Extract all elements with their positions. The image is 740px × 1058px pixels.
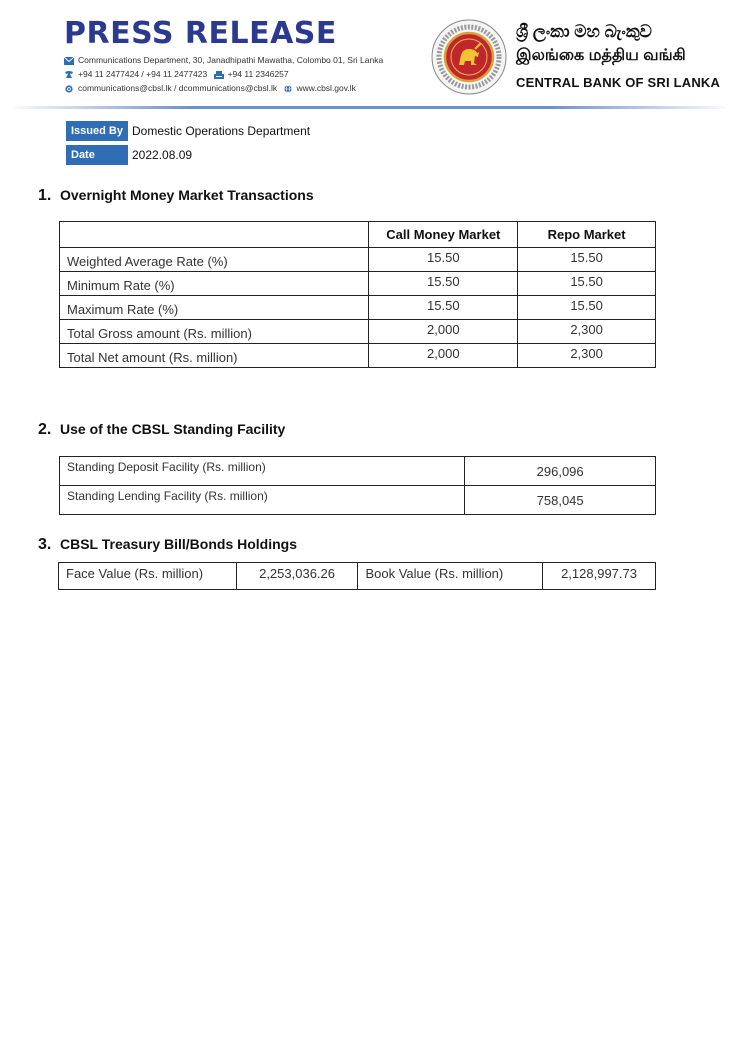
email-icon <box>64 85 74 93</box>
column-header-call-money: Call Money Market <box>369 222 518 248</box>
face-value: 2,253,036.26 <box>236 563 358 590</box>
section-2-title: Use of the CBSL Standing Facility <box>60 421 286 437</box>
book-value-label: Book Value (Rs. million) <box>358 563 543 590</box>
table-row <box>60 457 656 486</box>
money-market-table <box>59 221 656 368</box>
column-header <box>60 222 369 248</box>
section-1-title: Overnight Money Market Transactions <box>60 187 314 203</box>
cbsl-seal-logo <box>431 19 507 95</box>
row-label: Total Gross amount (Rs. million) <box>60 320 369 344</box>
issued-by-label: Issued By <box>66 121 128 141</box>
table-header-row <box>60 222 656 248</box>
press-release-header <box>0 0 740 112</box>
row-label: Weighted Average Rate (%) <box>60 248 369 272</box>
bank-name-english: CENTRAL BANK OF SRI LANKA <box>516 75 721 90</box>
issued-by-row <box>66 121 310 143</box>
email-addresses[interactable]: communications@cbsl.lk / dcommunications@cbsl.lk <box>78 83 278 93</box>
table-row <box>60 296 656 320</box>
date-label: Date <box>66 145 128 165</box>
header-divider <box>14 106 726 109</box>
row-label: Total Net amount (Rs. million) <box>60 344 369 368</box>
facility-value: 296,096 <box>465 457 656 486</box>
section-2-number: 2. <box>38 421 52 438</box>
bank-names <box>516 20 720 94</box>
section-3-heading <box>38 536 297 554</box>
section-1-heading <box>38 187 314 205</box>
issued-by-value: Domestic Operations Department <box>132 124 311 138</box>
address-line <box>64 54 383 66</box>
website-link[interactable]: www.cbsl.gov.lk <box>296 83 356 93</box>
repo-value: 15.50 <box>518 248 656 272</box>
bank-name-tamil: இலங்கை மத்திய வங்கி <box>516 47 686 64</box>
book-value: 2,128,997.73 <box>543 563 656 590</box>
section-3-title: CBSL Treasury Bill/Bonds Holdings <box>60 536 298 552</box>
repo-value: 15.50 <box>518 296 656 320</box>
table-row <box>60 272 656 296</box>
repo-value: 15.50 <box>518 272 656 296</box>
section-3-number: 3. <box>38 536 52 553</box>
repo-value: 2,300 <box>518 344 656 368</box>
row-label: Standing Deposit Facility (Rs. million) <box>60 457 465 486</box>
repo-value: 2,300 <box>518 320 656 344</box>
table-row <box>60 486 656 515</box>
phone-line <box>64 68 289 80</box>
fax-number: +94 11 2346257 <box>227 69 289 79</box>
phone-icon <box>64 71 74 79</box>
row-label: Minimum Rate (%) <box>60 272 369 296</box>
press-release-title: PRESS RELEASE <box>64 16 337 51</box>
face-value-label: Face Value (Rs. million) <box>59 563 237 590</box>
treasury-holdings-table <box>58 562 656 590</box>
table-row <box>60 320 656 344</box>
envelope-icon <box>64 57 74 65</box>
row-label: Maximum Rate (%) <box>60 296 369 320</box>
address-text: Communications Department, 30, Janadhipathi Mawatha, Colombo 01, Sri Lanka <box>78 55 384 65</box>
section-2-heading <box>38 421 285 439</box>
call-money-value: 15.50 <box>369 272 518 296</box>
globe-icon <box>283 85 293 93</box>
row-label: Standing Lending Facility (Rs. million) <box>60 486 465 515</box>
date-row <box>66 145 310 167</box>
table-row <box>59 563 656 590</box>
standing-facility-table <box>59 456 656 515</box>
column-header-repo: Repo Market <box>518 222 656 248</box>
bank-name-sinhala: ශ්‍රී ලංකා මහ බැංකුව <box>516 22 652 41</box>
call-money-value: 15.50 <box>369 296 518 320</box>
date-value: 2022.08.09 <box>132 148 193 162</box>
facility-value: 758,045 <box>465 486 656 515</box>
table-row <box>60 248 656 272</box>
call-money-value: 2,000 <box>369 320 518 344</box>
email-line <box>64 82 356 94</box>
fax-icon <box>214 71 224 79</box>
call-money-value: 2,000 <box>369 344 518 368</box>
phone-numbers: +94 11 2477424 / +94 11 2477423 <box>78 69 208 79</box>
release-meta <box>66 121 310 169</box>
call-money-value: 15.50 <box>369 248 518 272</box>
section-1-number: 1. <box>38 187 52 204</box>
table-row <box>60 344 656 368</box>
